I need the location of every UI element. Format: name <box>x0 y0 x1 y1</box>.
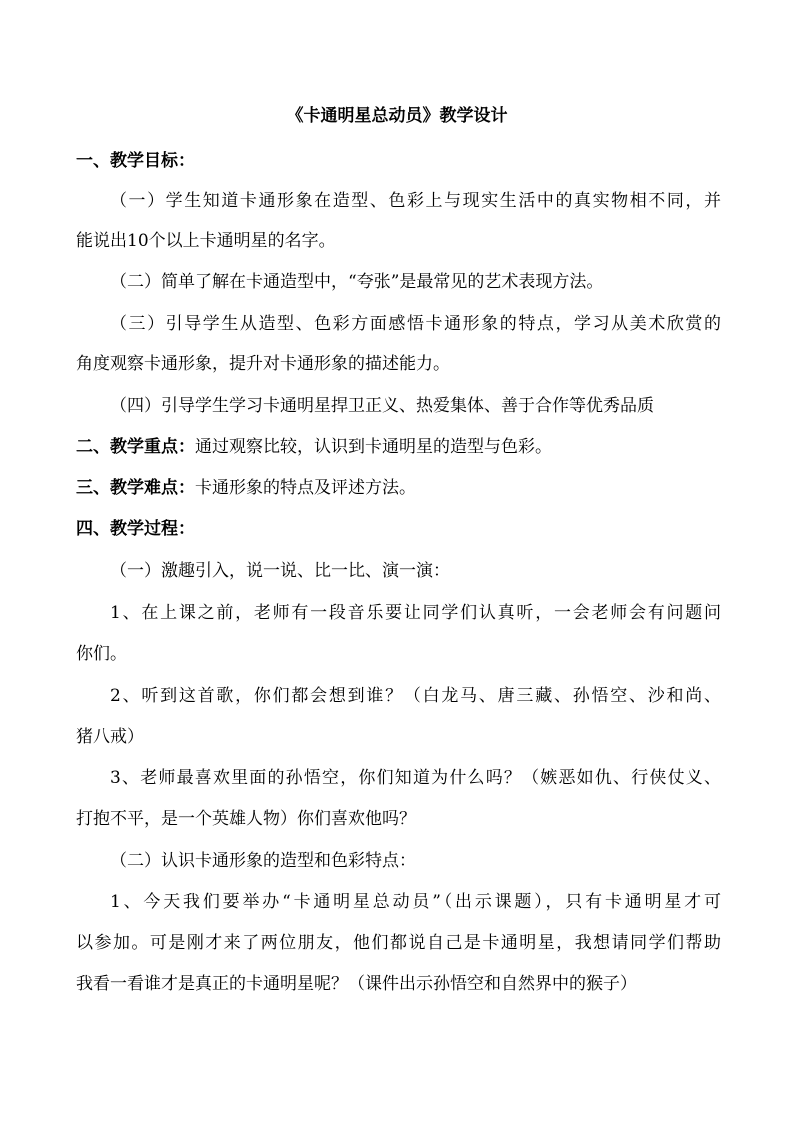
process-part1-item-1-line-2: 你们。 <box>76 644 127 664</box>
objective-4-line-1: （四）引导学生学习卡通明星捍卫正义、热爱集体、善于合作等优秀品质 <box>110 396 654 416</box>
key-points-row <box>76 434 552 460</box>
objective-3-line-2: 角度观察卡通形象，提升对卡通形象的描述能力。 <box>76 354 450 374</box>
objective-3-line-1: （三）引导学生从造型、色彩方面感悟卡通形象的特点，学习从美术欣赏的 <box>110 314 721 334</box>
section-heading-objectives: 一、教学目标： <box>76 151 195 171</box>
process-part2-item-1-line-1: 1、今天我们要举办“卡通明星总动员”（出示课题），只有卡通明星才可 <box>110 892 721 912</box>
process-part1-item-1-line-1: 1、在上课之前，老师有一段音乐要让同学们认真听，一会老师会有问题问 <box>110 603 721 623</box>
objective-1-line-1: （一）学生知道卡通形象在造型、色彩上与现实生活中的真实物相不同，并 <box>110 191 721 211</box>
objective-2-line-1: （二）简单了解在卡通造型中，“夸张”是最常见的艺术表现方法。 <box>110 272 604 292</box>
process-part1-item-2-line-2: 猪八戒） <box>76 727 144 747</box>
section-heading-difficulties: 三、教学难点： <box>76 478 195 498</box>
process-part1-item-3-line-2: 打抱不平，是一个英雄人物）你们喜欢他吗？ <box>76 809 416 829</box>
document-title: 《卡通明星总动员》教学设计 <box>286 106 508 126</box>
difficulties-row <box>76 475 416 501</box>
process-part1-title: （一）激趣引入，说一说、比一比、演一演： <box>110 561 450 581</box>
process-part2-item-1-line-3: 我看一看谁才是真正的卡通明星呢？（课件出示孙悟空和自然界中的猴子） <box>76 974 637 994</box>
process-part1-item-3-line-1: 3、老师最喜欢里面的孙悟空，你们知道为什么吗？（嫉恶如仇、行侠仗义、 <box>110 768 721 788</box>
difficulties-text: 卡通形象的特点及评述方法。 <box>195 478 416 498</box>
key-points-text: 通过观察比较，认识到卡通明星的造型与色彩。 <box>195 437 552 457</box>
section-heading-process: 四、教学过程： <box>76 519 195 539</box>
objective-1-line-2: 能说出10个以上卡通明星的名字。 <box>76 231 336 251</box>
section-heading-key-points: 二、教学重点： <box>76 437 195 457</box>
process-part2-title: （二）认识卡通形象的造型和色彩特点： <box>110 851 416 871</box>
process-part1-item-2-line-1: 2、听到这首歌，你们都会想到谁？（白龙马、唐三藏、孙悟空、沙和尚、 <box>110 686 721 706</box>
process-part2-item-1-line-2: 以参加。可是刚才来了两位朋友，他们都说自己是卡通明星，我想请同学们帮助 <box>76 933 721 953</box>
